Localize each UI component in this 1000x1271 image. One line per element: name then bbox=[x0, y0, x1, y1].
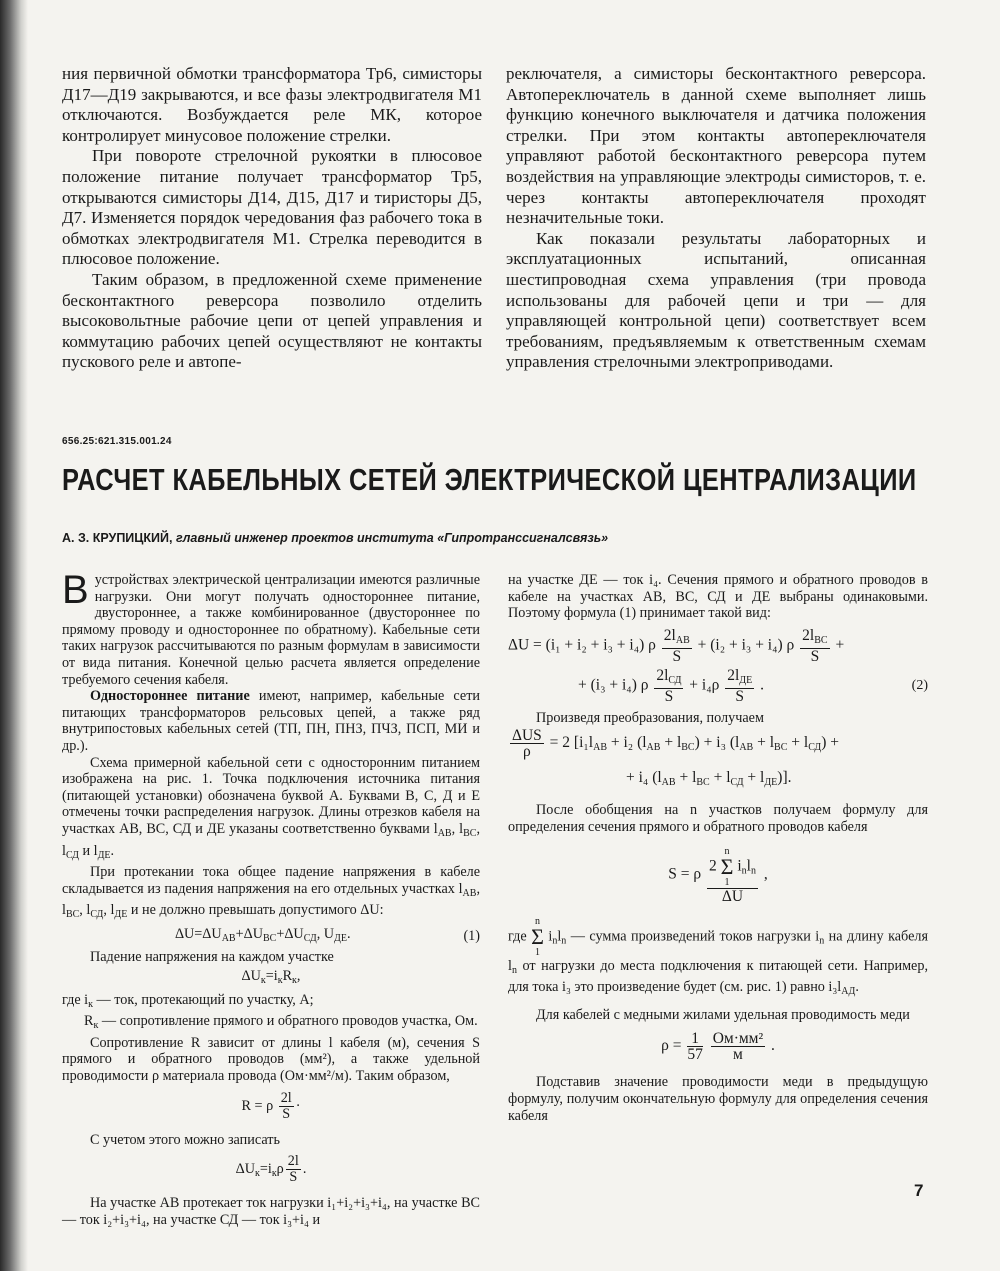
equation-s: S = ρ 2 n Σ 1 $i_nl_n$ ΔU , bbox=[668, 845, 768, 905]
paragraph: ния первичной обмотки трансформатора Тр6, симисторы Д17—Д19 закрываются, и все фазы электродвигателя М1 отключаются. Возбуждается реле МК, которое контролирует минусовое положение стрелки. bbox=[62, 64, 482, 145]
equation-rho: ρ = $\frac{1}{57}$ $\frac{\text{Ом·мм²}}{м}$ . bbox=[661, 1030, 775, 1064]
paragraph: Как показали результаты лабораторных и эксплуатационных испытаний, описанная шестипроводная схема управления (три провода использованы для рабочей цепи и три — для управляющей контрольной цепи) соответствует всем требованиям, предъявляемым к ответственным схемам управления стрелочными электроприводами. bbox=[506, 228, 926, 372]
author-role: главный инженер проектов института «Гипротранссигналсвязь» bbox=[175, 531, 609, 545]
paragraph: реключателя, а симисторы бесконтактного реверсора. Автопереключатель в данной схеме выполняет лишь функцию конечного выключателя и датчика положения стрелки. При этом контакты автопереключателя управляют работой бесконтактного реверсора путем воздействия на управляющие электроды симисторов, т. е. через контакты автопереключателя проходят незначительные токи. bbox=[506, 64, 926, 228]
udc-code: 656.25:621.315.001.24 bbox=[62, 436, 172, 447]
article-title: РАСЧЕТ КАБЕЛЬНЫХ СЕТЕЙ ЭЛЕКТРИЧЕСКОЙ ЦЕНТРАЛИЗАЦИИ bbox=[62, 462, 917, 497]
prev-article-left-column bbox=[62, 64, 482, 373]
drop-cap: В bbox=[62, 568, 89, 612]
equation-number: (2) bbox=[911, 677, 928, 693]
paragraph: Сопротивление R зависит от длины l кабеля (м), сечения S прямого и обратного проводов (мм²), а также удельной проводимости ρ материала провода (Ом·мм²/м). Таким образом, bbox=[62, 1034, 480, 1085]
paragraph: Вустройствах электрической централизации имеются различные нагрузки. Они могут получать одностороннее питание, двустороннее, а также комбинированное (двустороннее по прямому проводу и одностороннее по обратному). Кабельные сети таких нагрузок рассчитываются по разным формулам в зависимости от вида питания. Конечной целью расчета является определение требуемого сечения кабеля. bbox=[62, 568, 480, 688]
paragraph: Схема примерной кабельной сети с односторонним питанием изображена на рис. 1. Точка подключения источника питания (питающей установки) обозначена буквой А. Буквами В, С, Д и Е отмечены точки распределения нагрузок. Длины отрезков кабеля на участках АВ, ВС, СД и ДЕ указаны соответственно буквами $l_{АВ}$, $l_{ВС}$, $l_{СД}$ и $l_{ДЕ}$. bbox=[62, 754, 480, 861]
paragraph: С учетом этого можно записать bbox=[90, 1131, 280, 1148]
article-left-column bbox=[62, 568, 480, 1228]
equation-3: $\frac{\text{ΔUS}}{\rho}$ = 2 [$i_1l_{АВ} + i_2$ $(l_{АВ} + l_{ВС}) + i_3$ $(l_{АВ} + l_{ВС} + l_{СД})$ + bbox=[512, 727, 839, 761]
paragraph: Таким образом, в предложенной схеме применение бесконтактного реверсора позволило отделить высоковольтные рабочие цепи от цепей управления и коммутацию рабочих цепей осуществляют не контакты пускового реле и автопе- bbox=[62, 269, 482, 372]
article-right-column bbox=[508, 572, 928, 1124]
paragraph: Подставив значение проводимости меди в предыдущую формулу, получим окончательную формулу для определения сечения кабеля bbox=[508, 1074, 928, 1124]
prev-article-right-column bbox=[506, 64, 926, 373]
paragraph: После обобщения на n участков получаем формулу для определения сечения прямого и обратного проводов кабеля bbox=[508, 802, 928, 836]
equation-r: R = ρ $\frac{2l}{S}$ · bbox=[241, 1089, 301, 1122]
paragraph: На участке АВ протекает ток нагрузки i₁+i₂+i₃+i₄, на участке ВС — ток i₂+i₃+i₄, на участке СД — ток i₃+i₄ и bbox=[62, 1195, 480, 1228]
equation-2-cont: + (i₃ + i₄) ρ $\frac{2l_{СД}}{S}$ + i₄ρ $\frac{2l_{ДЕ}}{S}$ . (2) bbox=[578, 666, 928, 705]
author: А. З. КРУПИЦКИЙ, bbox=[62, 531, 173, 545]
paragraph: При повороте стрелочной рукоятки в плюсовое положение питание получает трансформатор Тр5, открываются симисторы Д14, Д15, Д17 и тиристоры Д5, Д7. Изменяется порядок чередования фаз рабочего тока в обмотках электродвигателя М1. Стрелка переводится в плюсовое положение. bbox=[62, 146, 482, 269]
equation-number: (1) bbox=[463, 928, 480, 945]
equation-uk-2: $\Delta U_к=i_к\rho$ $\frac{2l}{S}$ . bbox=[235, 1153, 307, 1186]
paragraph: Одностороннее питание имеют, например, кабельные сети питающих трансформаторов рельсовых цепей, а также ряд внутрипостовых кабельных сетей (ТП, ПН, ПНЗ, ПЧЗ, ПСП, МИ и др.). bbox=[62, 688, 480, 754]
page-number: 7 bbox=[914, 1181, 924, 1200]
equation-3-cont: + i₄ $(l_{АВ} + l_{ВС} + l_{СД} + l_{ДЕ})$]. bbox=[626, 769, 792, 789]
equation-1: $\Delta U=\Delta U_{АВ}+\Delta U_{ВС}+\Delta U_{СД}$, $U_{ДЕ}$. (1) bbox=[174, 925, 480, 945]
paragraph: Для кабелей с медными жилами удельная проводимость меди bbox=[536, 1006, 910, 1023]
paragraph: на участке ДЕ — ток i₄. Сечения прямого и обратного проводов в кабеле на участках АВ, ВС, СД и ДЕ выбраны одинаковыми. Поэтому формула (1) принимает такой вид: bbox=[508, 572, 928, 622]
equation-uk: $\Delta U_к=i_кR_к$, bbox=[241, 968, 301, 987]
definition: где $i_к$ — ток, протекающий по участку, А; bbox=[62, 991, 314, 1010]
equation-2: ΔU = (i₁ + i₂ + i₃ + i₄) ρ $\frac{2l_{АВ}}{S}$ + (i₂ + i₃ + i₄) ρ $\frac{2l_{ВС}}{S}$ + bbox=[508, 626, 845, 665]
paragraph: При протекании тока общее падение напряжения в кабеле складывается из падения напряжения на его отдельных участках $l_{АВ}$, $l_{ВС}$, $l_{СД}$, $l_{ДЕ}$ и не должно превышать допустимого ΔU: bbox=[62, 864, 480, 921]
paragraph: Произведя преобразования, получаем bbox=[536, 709, 764, 726]
byline bbox=[62, 531, 608, 545]
definition: $R_к$ — сопротивление прямого и обратного проводов участка, Ом. bbox=[84, 1013, 478, 1032]
paragraph: где n Σ 1 $i_nl_n$ — сумма произведений токов нагрузки $i_n$ на длину кабеля $l_n$ от нагрузки до места подключения к питающей сети. Например, для тока i₃ это произведение будет (см. рис. 1) равно $i_3l_{АД}$. bbox=[508, 915, 928, 998]
paragraph: Падение напряжения на каждом участке bbox=[90, 949, 334, 966]
scan-edge-shadow bbox=[0, 0, 28, 1271]
term-bold: Одностороннее питание bbox=[90, 688, 250, 705]
